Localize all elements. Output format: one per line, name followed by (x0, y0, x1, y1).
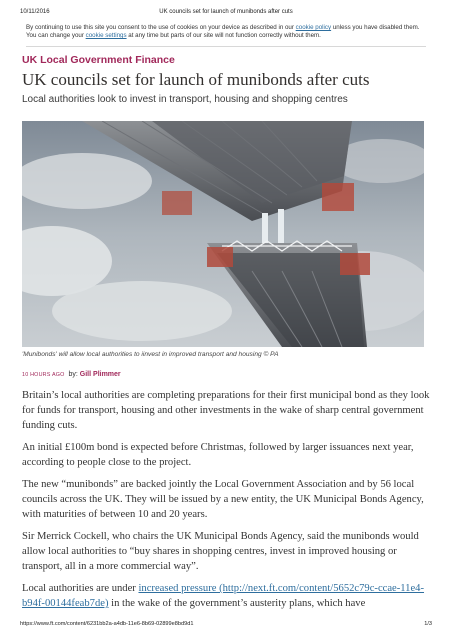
paragraph-4: Sir Merrick Cockell, who chairs the UK Municipal Bonds Agency, said the munibonds would allow local authorities to “buy shares in shopping centres, invest in improved housing or transport, all in a more commercial way”. (22, 531, 419, 572)
article-headline: UK councils set for launch of munibonds after cuts (22, 70, 370, 89)
paragraph-3: The new “munibonds” are backed jointly the Local Government Association and by 56 local councils across the UK. They will be issued by a new entity, the UK Municipal Bonds Agency, with maturities of between 10 and 20 years. (22, 479, 424, 520)
paragraph-5-before: Local authorities are under (22, 583, 139, 594)
bridge-photo (22, 121, 424, 347)
paragraph-2: An initial £100m bond is expected before Christmas, followed by larger issuances next year, according to people close to the project. (22, 442, 414, 468)
cookie-settings-link[interactable]: cookie settings (85, 32, 127, 40)
print-url: https://www.ft.com/content/6231bb2a-a4db-11e6-8b69-02899e8bd9d1 (20, 621, 194, 627)
paragraph-5 (22, 581, 432, 611)
image-caption: 'Munibonds' will allow local authorities to iinvest in improved transport and housing © PA (22, 351, 279, 358)
cookie-text-middle: unless you have disabled them. You can change your (26, 24, 420, 40)
hero-image (22, 121, 424, 347)
paragraph-5-after: in the wake of the government’s austerity plans, which have (108, 598, 366, 609)
article-standfirst: Local authorities look to invest in transport, housing and shopping centres (22, 94, 348, 105)
byline (22, 371, 121, 378)
print-date: 10/11/2016 (20, 9, 50, 15)
print-title: UK councils set for launch of munibonds after cuts (159, 9, 293, 15)
cookie-text-before: By continuing to use this site you consent to the use of cookies on your device as described in our (26, 24, 296, 31)
author-link[interactable]: Gill Plimmer (79, 371, 121, 378)
increased-pressure-link[interactable]: increased pressure (http://next.ft.com/content/5652c79c-ccae-11e4-b94f-00144feab7de) (22, 583, 425, 609)
cookie-text-after: at any time but parts of our site will not function correctly without them. (126, 32, 321, 40)
print-page-number: 1/3 (424, 621, 432, 627)
cookie-banner (26, 24, 426, 47)
article-body (22, 388, 432, 618)
byline-prefix: by: (68, 371, 78, 378)
time-ago: 10 HOURS AGO (22, 372, 65, 378)
section-link[interactable]: UK Local Government Finance (22, 54, 175, 66)
cookie-policy-link[interactable]: cookie policy (295, 24, 332, 31)
print-footer (20, 621, 432, 627)
paragraph-1: Britain’s local authorities are completing preparations for their first municipal bond as they look for funds for transport, housing and other investments in the wake of sharp central government funding cuts. (22, 390, 430, 431)
